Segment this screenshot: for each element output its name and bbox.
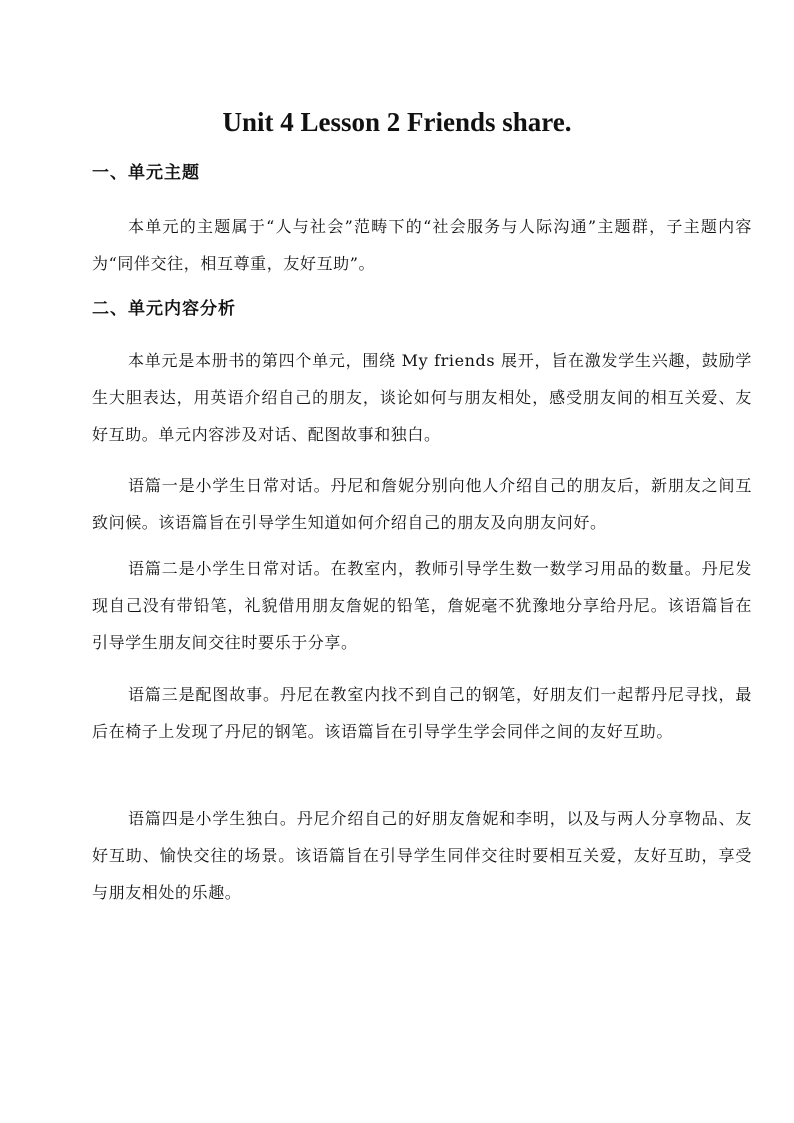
paragraph-text-two: 语篇二是小学生日常对话。在教室内，教师引导学生数一数学习用品的数量。丹尼发现自己没有带铅笔，礼貌借用朋友詹妮的铅笔，詹妮毫不犹豫地分享给丹尼。该语篇旨在引导学生朋友间交往时要乐于分享。 <box>92 559 752 652</box>
paragraph-theme: 本单元的主题属于“人与社会”范畴下的“社会服务与人际沟通”主题群，子主题内容为“同伴交往，相互尊重，友好互助”。 <box>92 217 752 273</box>
section-heading-analysis: 二、单元内容分析 <box>92 299 236 319</box>
paragraph-analysis-intro: 本单元是本册书的第四个单元，围绕 My friends 展开，旨在激发学生兴趣，鼓励学生大胆表达，用英语介绍自己的朋友，谈论如何与朋友相处，感受朋友间的相互关爱、友好互助。单元内容涉及对话、配图故事和独白。 <box>92 351 752 444</box>
paragraph-text-four: 语篇四是小学生独白。丹尼介绍自己的好朋友詹妮和李明，以及与两人分享物品、友好互助、愉快交往的场景。该语篇旨在引导学生同伴交往时要相互关爱，友好互助，享受与朋友相处的乐趣。 <box>92 809 752 902</box>
paragraph-text-one: 语篇一是小学生日常对话。丹尼和詹妮分别向他人介绍自己的朋友后，新朋友之间互致问候。该语篇旨在引导学生知道如何介绍自己的朋友及向朋友问好。 <box>92 476 752 532</box>
section-heading-theme: 一、单元主题 <box>92 163 200 183</box>
paragraph-text-three: 语篇三是配图故事。丹尼在教室内找不到自己的钢笔，好朋友们一起帮丹尼寻找，最后在椅子上发现了丹尼的钢笔。该语篇旨在引导学生学会同伴之间的友好互助。 <box>92 685 752 741</box>
document-title: Unit 4 Lesson 2 Friends share. <box>222 107 572 137</box>
